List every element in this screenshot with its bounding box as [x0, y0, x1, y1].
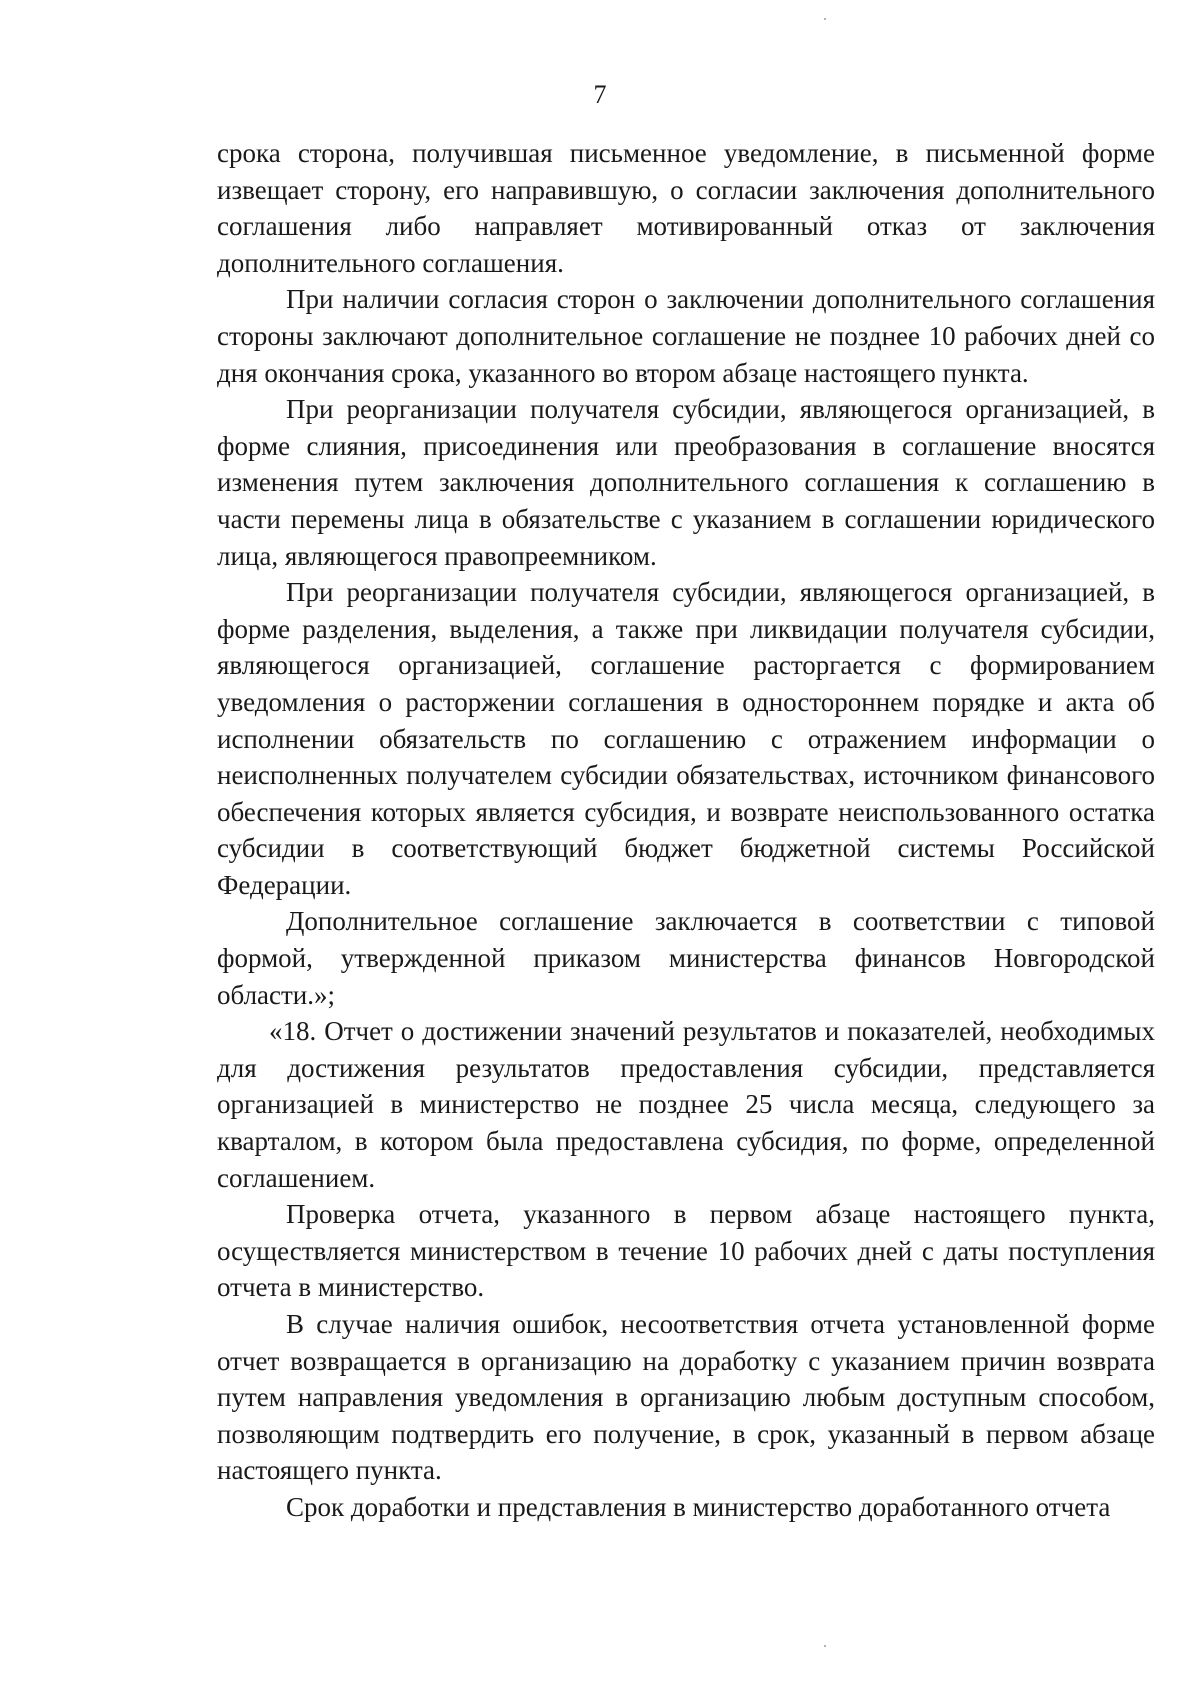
paragraph-item-18: «18. Отчет о достижении значений результатов и показателей, необходимых для достижения результатов предоставления субсидии, представляется организацией в министерство не позднее 25 числа месяца, следующего за кварталом, в котором была предоставлена субсидия, по форме, определенной соглашением.: [217, 1016, 1155, 1193]
document-body: [217, 135, 1155, 1526]
paragraph-continuation: срока сторона, получившая письменное уведомление, в письменной форме извещает сторону, его направившую, о согласии заключения дополнительного соглашения либо направляет мотивированный отказ от заключения дополнительного соглашения.: [217, 138, 1155, 278]
page-number: 7: [593, 80, 607, 109]
paragraph-reorganization-merger: При реорганизации получателя субсидии, являющегося организацией, в форме слияния, присоединения или преобразования в соглашение вносятся изменения путем заключения дополнительного соглашения к соглашению в части перемены лица в обязательстве с указанием в соглашении юридического лица, являющегося правопреемником.: [217, 394, 1155, 571]
paragraph-errors: В случае наличия ошибок, несоответствия отчета установленной форме отчет возвращается в организацию на доработку с указанием причин возврата путем направления уведомления в организацию любым доступным способом, позволяющим подтвердить его получение, в срок, указанный в первом абзаце настоящего пункта.: [217, 1309, 1155, 1486]
paragraph-typical-form: Дополнительное соглашение заключается в соответствии с типовой формой, утвержденной приказом министерства финансов Новгородской области.»;: [217, 906, 1155, 1010]
paragraph-reorganization-division: При реорганизации получателя субсидии, являющегося организацией, в форме разделения, выделения, а также при ликвидации получателя субсидии, являющегося организацией, соглашение расторгается с формированием уведомления о расторжении соглашения в одностороннем порядке и акта об исполнении обязательств по соглашению с отражением информации о неисполненных получателем субсидии обязательствах, источником финансового обеспечения которых является субсидия, и возврате неиспользованного остатка субсидии в соответствующий бюджет бюджетной системы Российской Федерации.: [217, 577, 1155, 900]
scan-speck: [824, 18, 826, 20]
paragraph-revision-term: Срок доработки и представления в министерство доработанного отчета: [286, 1491, 1111, 1522]
paragraph-consent: При наличии согласия сторон о заключении дополнительного соглашения стороны заключают дополнительное соглашение не позднее 10 рабочих дней со дня окончания срока, указанного во втором абзаце настоящего пункта.: [217, 284, 1155, 388]
scan-speck: [824, 1645, 826, 1647]
paragraph-report-check: Проверка отчета, указанного в первом абзаце настоящего пункта, осуществляется министерством в течение 10 рабочих дней с даты поступления отчета в министерство.: [217, 1199, 1155, 1303]
